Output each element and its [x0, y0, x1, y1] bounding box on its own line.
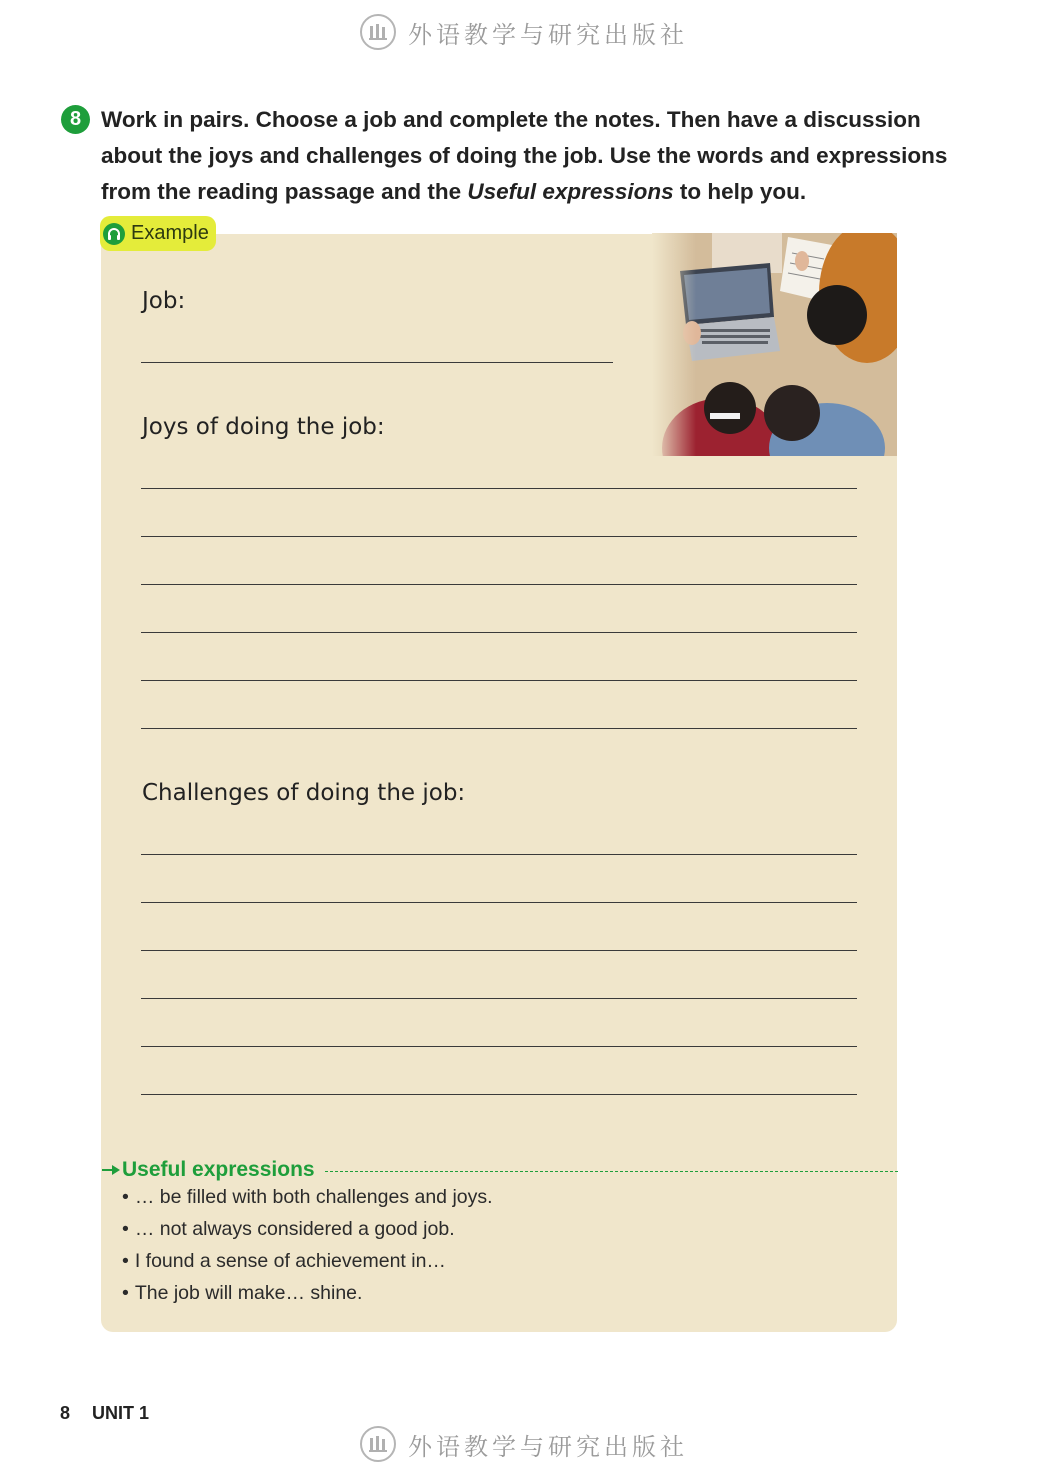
page-number: 8 [60, 1403, 71, 1423]
challenges-label: Challenges of doing the job: [142, 780, 466, 806]
publisher-logo-icon [360, 1426, 396, 1462]
publisher-logo-icon [360, 14, 396, 50]
joys-write-line[interactable] [141, 488, 857, 489]
challenges-write-line[interactable] [141, 998, 857, 999]
instruction-text-2: to help you. [673, 179, 807, 204]
task-number-badge: 8 [61, 105, 90, 134]
instruction-italic: Useful expressions [467, 179, 674, 204]
useful-expression-item: • I found a sense of achievement in… [122, 1250, 446, 1272]
headphones-icon [103, 223, 125, 245]
useful-expression-item: • … be filled with both challenges and joys. [122, 1186, 493, 1208]
publisher-header [0, 10, 1048, 54]
example-label: Example [131, 222, 209, 244]
joys-label: Joys of doing the job: [142, 414, 385, 440]
job-write-line[interactable] [141, 362, 613, 363]
challenges-write-line[interactable] [141, 950, 857, 951]
task-instruction [101, 102, 981, 210]
joys-write-line[interactable] [141, 680, 857, 681]
instruction-text-1: Work in pairs. Choose a job and complete the notes. Then have a discussion about the joys and challenges of doing the job. Use the words and expressions from the reading passage and the [101, 107, 948, 204]
joys-write-line[interactable] [141, 584, 857, 585]
example-tag [100, 216, 216, 251]
challenges-write-line[interactable] [141, 902, 857, 903]
joys-write-line[interactable] [141, 536, 857, 537]
useful-expression-item: • The job will make… shine. [122, 1282, 363, 1304]
publisher-name: 外语教学与研究出版社 [408, 20, 688, 49]
dashed-divider [325, 1171, 898, 1172]
unit-label: UNIT 1 [92, 1403, 150, 1423]
students-laptop-photo [652, 233, 897, 456]
publisher-name: 外语教学与研究出版社 [408, 1432, 688, 1461]
challenges-write-line[interactable] [141, 1094, 857, 1095]
joys-write-line[interactable] [141, 632, 857, 633]
joys-write-line[interactable] [141, 728, 857, 729]
useful-expressions-title: Useful expressions [122, 1158, 315, 1181]
useful-expression-item: • … not always considered a good job. [122, 1218, 455, 1240]
publisher-footer [0, 1422, 1048, 1466]
useful-expressions-heading [102, 1156, 898, 1184]
job-label: Job: [142, 288, 186, 314]
arrow-icon [102, 1164, 120, 1176]
challenges-write-line[interactable] [141, 854, 857, 855]
challenges-write-line[interactable] [141, 1046, 857, 1047]
